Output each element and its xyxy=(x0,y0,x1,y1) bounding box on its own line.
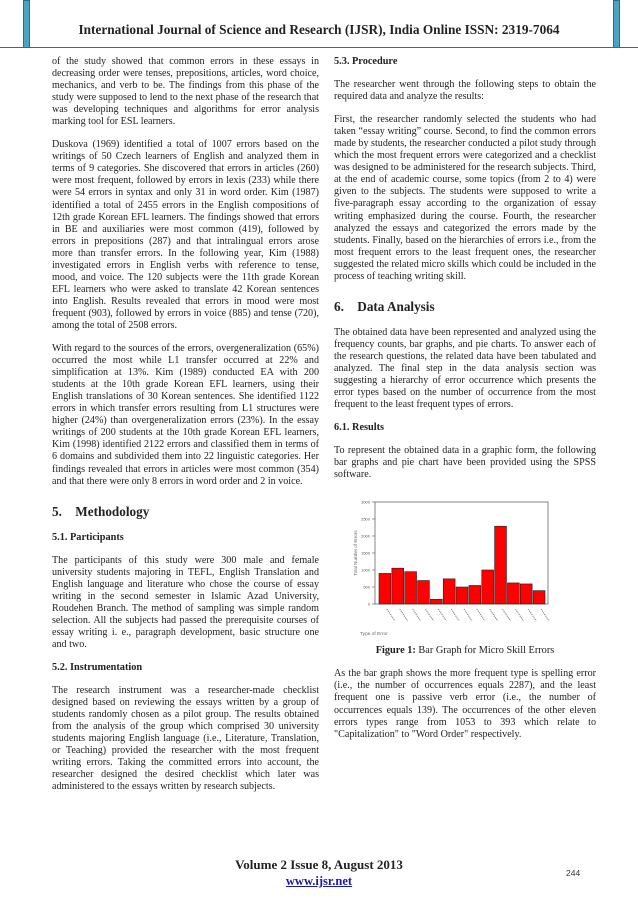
left-column xyxy=(52,56,319,805)
y-tick-label: 1000 xyxy=(361,567,370,573)
section-title: Methodology xyxy=(75,503,150,519)
paragraph: First, the researcher randomly selected the students who had taken “essay writing” course. Second, to find the common errors made by students, the researcher conducted a pilot study through which the most frequent errors were categorized and a checklist was designed to be administered for the research subjects. Third, at the end of academic course, some topics (from 2 to 4) were given to the subjects. The students were supposed to write a five-paragraph essay according to the organization of essay writing emphasized during the course. Fourth, the researcher analyzed the essays and categorized the errors made by the students. Finally, based on the hierarchies of errors i.e., from the most frequent errors to the least frequent ones, the researcher suggested the related micro skills which could be included in the process of teaching writing skill. xyxy=(334,114,596,282)
x-tick-label xyxy=(451,609,459,621)
figure-1 xyxy=(334,492,596,660)
bar xyxy=(456,587,468,604)
section-title: Data Analysis xyxy=(357,298,435,314)
right-column xyxy=(334,56,596,752)
bar xyxy=(379,574,391,605)
y-tick-label: 1500 xyxy=(361,550,370,556)
x-tick-label xyxy=(464,609,472,621)
x-tick-label xyxy=(528,609,536,621)
bar xyxy=(392,569,404,605)
paragraph: As the bar graph shows the more frequent type is spelling error (i.e., the number of occurrences equals 2287), and the least frequent one is passive verb error (i.e., the number of occurrences equals 139). The occurrences of the other eleven errors types range from 1053 to 393 which relate to "Capitalization" to "Word Order" respectively. xyxy=(334,668,596,740)
y-axis-label: Total Number of Errors xyxy=(353,530,358,576)
x-tick-label xyxy=(503,609,511,621)
figure-caption-label: Figure 1: xyxy=(375,645,416,657)
bar xyxy=(507,583,519,604)
subsection-heading-procedure: 5.3. Procedure xyxy=(334,56,398,67)
bar xyxy=(469,586,481,605)
paragraph: The research instrument was a researcher-made checklist designed based on reviewing the essays written by a group of students randomly chosen as a pilot group. The results obtained from the analysis of the group which comprised 30 university students majoring English language (i.e., Literature, Translation, or Teaching) provided the researcher with the most frequent writing errors. Taking the committed errors into account, the researcher designed the desired checklist which later was administered to the essays written by research subjects. xyxy=(52,685,319,793)
x-tick-label xyxy=(387,609,395,621)
y-tick-label: 2000 xyxy=(361,533,370,539)
paragraph: To represent the obtained data in a graphic form, the following bar graphs and pie chart have been provided using the SPSS software. xyxy=(334,445,596,481)
x-tick-label xyxy=(541,609,549,621)
subsection-heading-participants: 5.1. Participants xyxy=(52,531,124,543)
x-tick-label xyxy=(490,609,498,621)
bar xyxy=(495,527,507,605)
paragraph: The participants of this study were 300 male and female university students majoring in TEFL, English Translation and English language and literature who chose the course of essay writing in the second semester in Islamic Azad University, Roudehen Branch. The method of sampling was simple random selection. All the subjects had passed the prerequisite courses of essay writing i. e., paragraph development, basic structure one and two. xyxy=(52,554,319,651)
bar xyxy=(482,570,494,604)
paragraph: Duskova (1969) identified a total of 1007 errors based on the writings of 50 Czech learners of English and analyzed them in terms of 9 categories. She discovered that errors in articles (260) were most frequent, followed by errors in lexis (233) while there were 54 errors in syntax and only 31 in word order. Kim (1987) identified a total of 2455 errors in the English compositions of 12th grade Korean EFL learners. The findings showed that errors in BE and auxiliaries were most common (419), followed by errors in prepositions (287) and that intralingual errors arose more than transfer errors. In the following year, Kim (1988) investigated errors in English verbs with reference to tense, mood, and voice. The 120 subjects were the 11th grade Korean EFL learners who were asked to translate 42 Korean sentences into English. Results revealed that errors in mood were most frequent (903), followed by errors in voice (885) and tense (720), among the total of 2508 errors. xyxy=(52,139,319,331)
x-tick-label xyxy=(425,609,433,621)
x-tick-label xyxy=(438,609,446,621)
section-heading-data-analysis xyxy=(334,298,596,314)
subsection-heading-results: 6.1. Results xyxy=(334,422,385,434)
header-divider xyxy=(0,47,638,48)
bar xyxy=(520,584,532,604)
bar xyxy=(443,579,455,604)
paragraph: With regard to the sources of the errors, overgeneralization (65%) occurred the most while L1 transfer occurred at 22% and simplification at 13%. Kim (1989) conducted EA with 200 students at the 10th grade Korean EFL learners, using their English translations of 30 Korean sentences. She identified 1122 errors in which transfer errors resulting from L1 structures were higher (24%) than overgeneralization errors (23%). In the essay writings of 200 students at the 10th grade Korean EFL learners, Kim (1998) identified 2122 errors and classified them in terms of 6 domains and subdivided them into 22 linguistic categories. Her findings revealed that errors in articles were most common (354) and that there were only 8 errors in word order and 2 in voice. xyxy=(52,343,319,487)
journal-title: International Journal of Science and Research (IJSR), India Online ISSN: 2319-7064 xyxy=(78,22,560,37)
paragraph: The researcher went through the following steps to obtain the required data and analyze the results: xyxy=(334,79,596,103)
y-tick-label: 2500 xyxy=(361,516,370,522)
bar xyxy=(533,591,545,604)
x-tick-label xyxy=(400,609,408,621)
section-number: 5. xyxy=(52,503,62,519)
section-heading-methodology xyxy=(52,503,319,519)
journal-website-link[interactable]: www.ijsr.net xyxy=(285,874,353,888)
volume-info: Volume 2 Issue 8, August 2013 xyxy=(235,857,403,872)
y-tick-label: 0 xyxy=(367,601,370,607)
bar xyxy=(430,600,442,605)
x-tick-label xyxy=(515,609,523,621)
subsection-heading-instrumentation: 5.2. Instrumentation xyxy=(52,662,143,674)
bar xyxy=(405,572,417,604)
figure-caption-text: Bar Graph for Micro Skill Errors xyxy=(415,645,555,657)
bar xyxy=(418,581,430,604)
x-tick-label xyxy=(477,609,485,621)
page-footer xyxy=(0,857,638,889)
y-tick-label: 500 xyxy=(363,584,370,590)
page-number: 244 xyxy=(566,868,581,878)
bar-chart xyxy=(348,492,568,640)
figure-caption xyxy=(334,645,596,657)
x-axis-label: Type of Error xyxy=(360,632,388,638)
section-number: 6. xyxy=(334,298,344,314)
paragraph: The obtained data have been represented and analyzed using the frequency counts, bar graphs, and pie charts. To answer each of the research questions, the related data have been tabulated and analyzed. The final step in the data analysis section was suggesting a hierarchy of error occurrence which presents the error types based on the number of occurrence from the most frequent to the least frequent types of errors. xyxy=(334,326,596,411)
paragraph: of the study showed that common errors in these essays in decreasing order were tenses, prepositions, articles, word choice, mechanics, and verb to be. The findings from this phase of the study were supposed to lend to the next phase of the research that was developing techniques and algorithms for error analysis marking tool for ESL learners. xyxy=(52,56,319,128)
y-tick-label: 3000 xyxy=(361,499,370,505)
x-tick-label xyxy=(413,609,421,621)
